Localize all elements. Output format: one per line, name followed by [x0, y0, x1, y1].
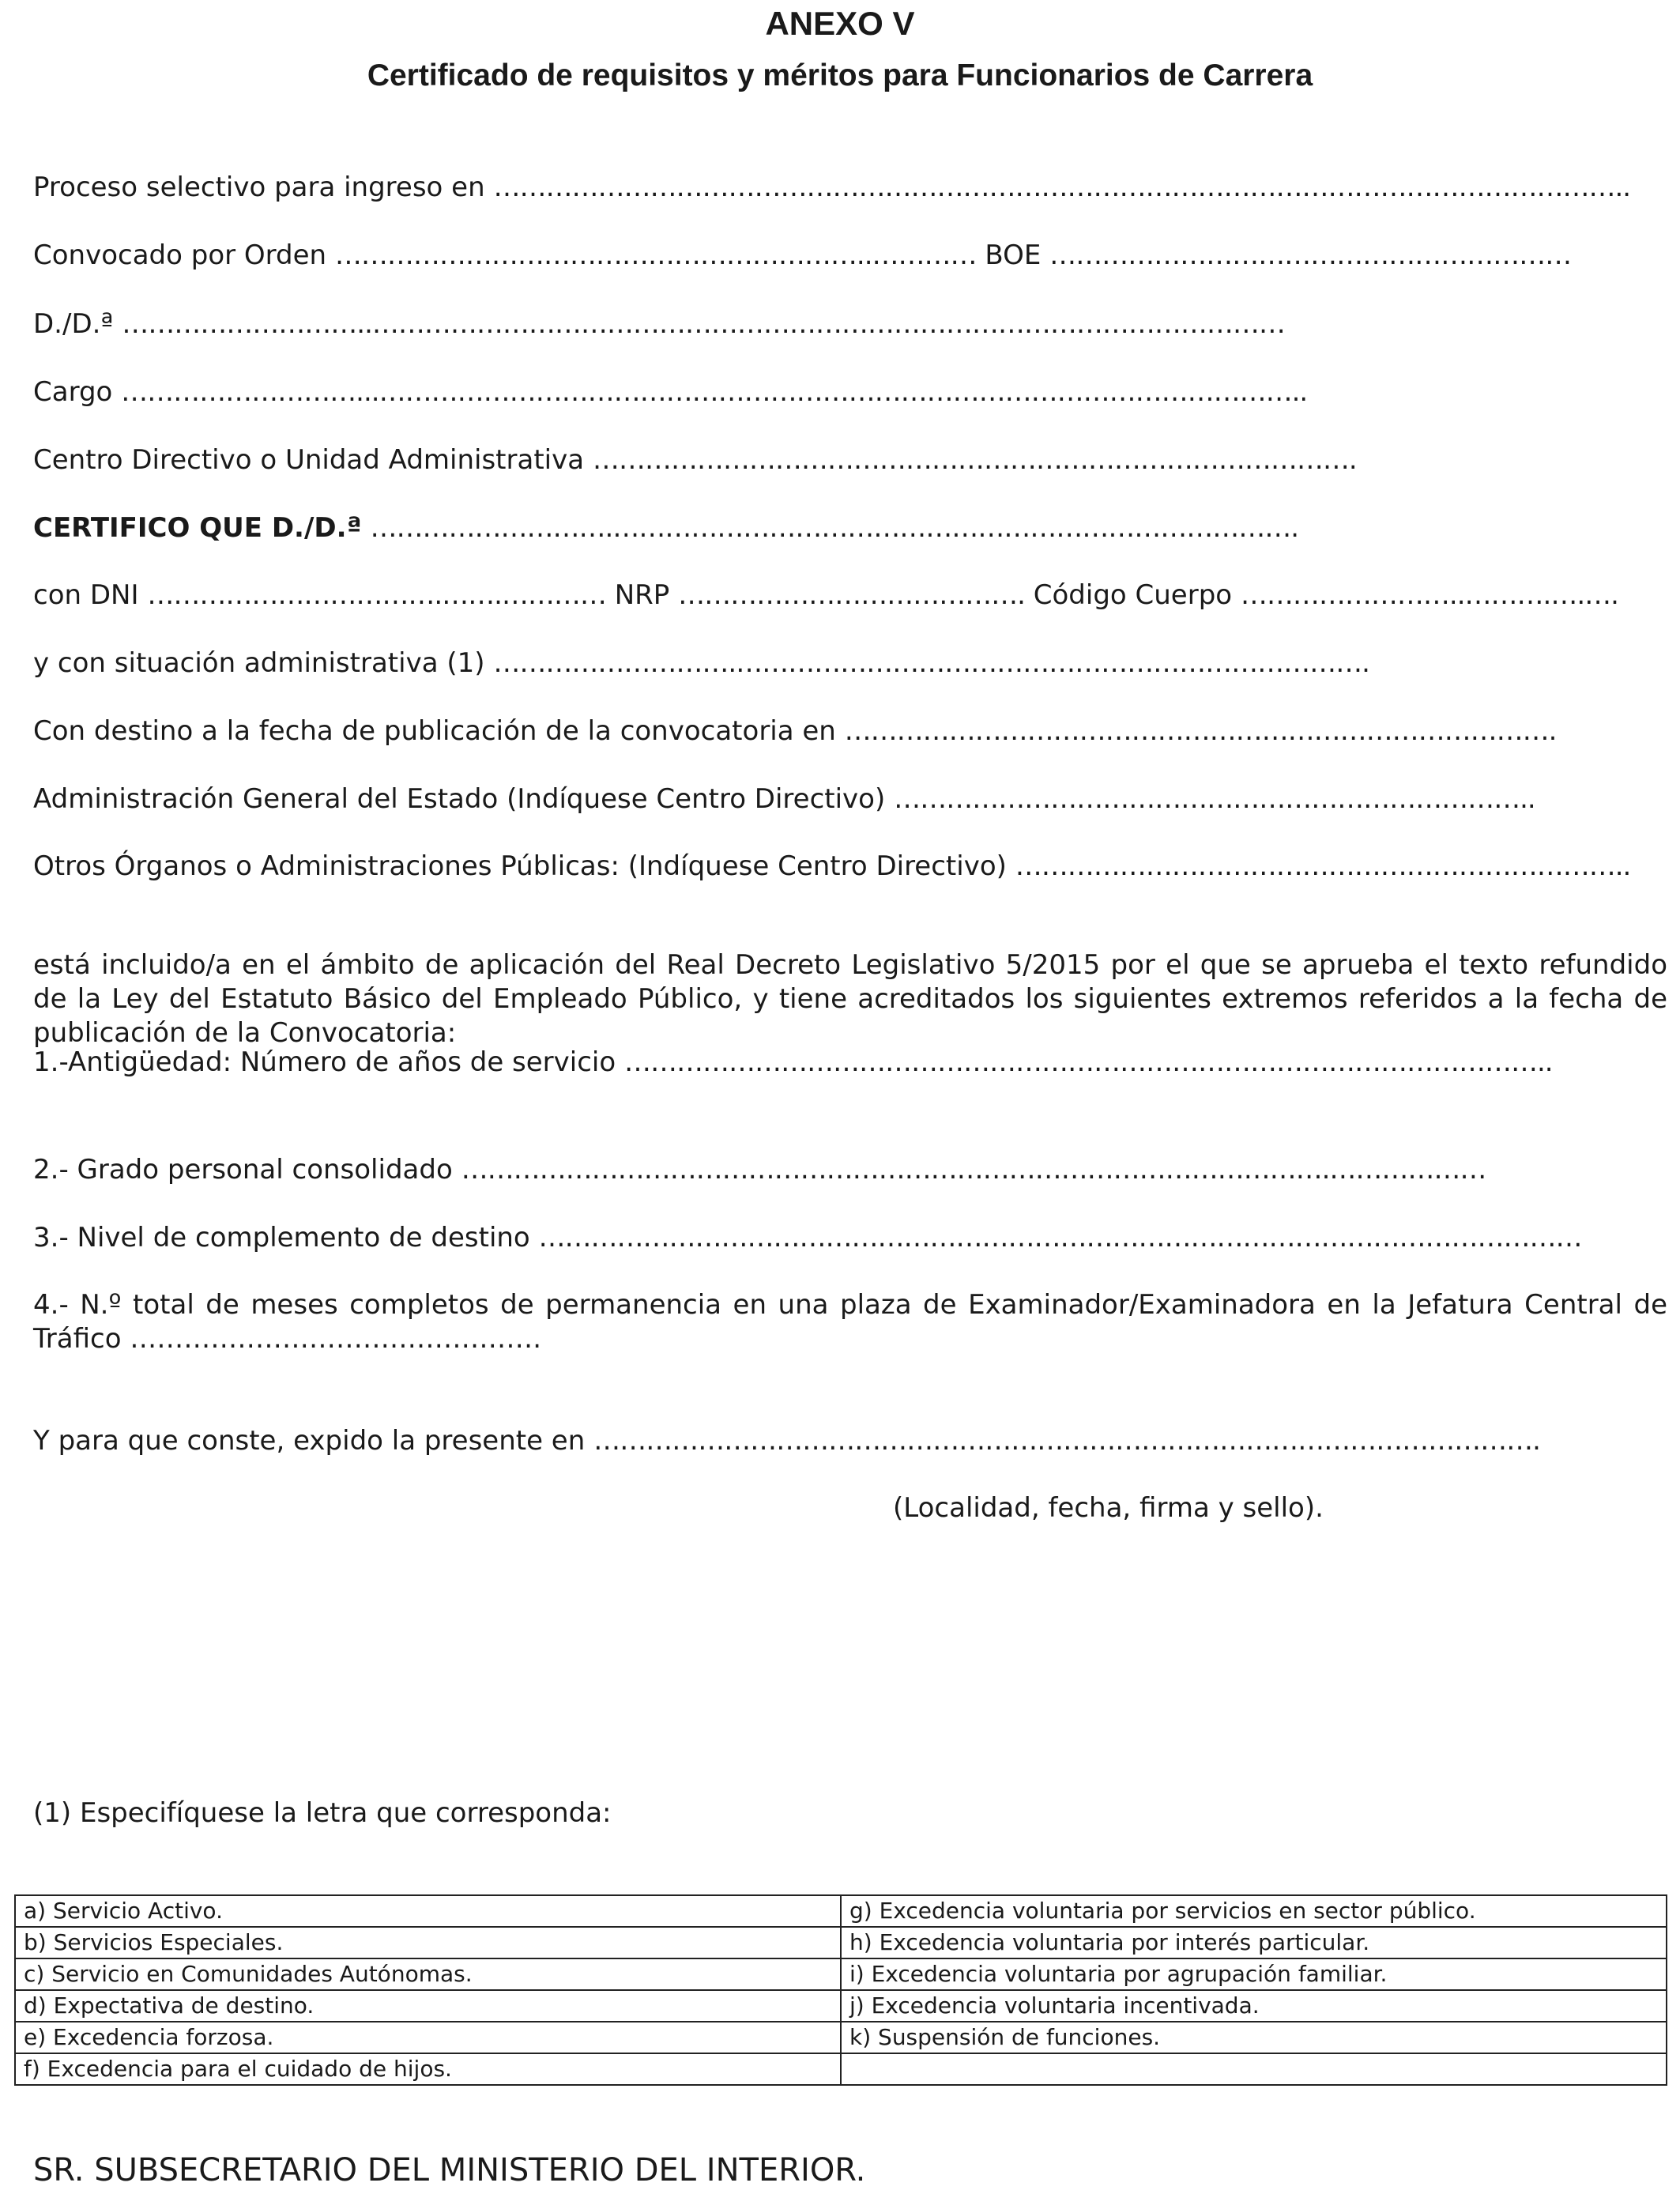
- field-label: 2.- Grado personal consolidado: [33, 1154, 453, 1186]
- field-proceso[interactable]: [33, 170, 1630, 205]
- table-cell: c) Servicio en Comunidades Autónomas.: [15, 1958, 841, 1990]
- field-label: Administración General del Estado (Indíquese Centro Directivo): [33, 783, 886, 815]
- merit-grado[interactable]: [33, 1152, 1486, 1187]
- fill-line: ……………………………………………………………………….: [844, 715, 1557, 747]
- field-label: 3.- Nivel de complemento de destino: [33, 1222, 530, 1253]
- fill-line: …………………………………………………………………………….: [592, 444, 1357, 476]
- annex-title: ANEXO V: [765, 5, 915, 42]
- field-label: D./D.ª: [33, 308, 114, 340]
- table-row: [15, 1990, 1667, 2022]
- table-cell: j) Excedencia voluntaria incentivada.: [841, 1990, 1667, 2022]
- codigo-label: Código Cuerpo: [1033, 579, 1233, 611]
- table-cell: g) Excedencia voluntaria por servicios en sector público.: [841, 1895, 1667, 1927]
- field-situacion[interactable]: [33, 646, 1369, 680]
- field-label: Con destino a la fecha de publicación de la convocatoria en: [33, 715, 836, 747]
- field-label: Proceso selectivo para ingreso en: [33, 172, 485, 203]
- nrp-fill-line: ………………………………….: [678, 579, 1025, 611]
- table-row: [15, 1927, 1667, 1958]
- field-label: con DNI: [33, 579, 139, 611]
- signature-note: (Localidad, fecha, firma y sello).: [893, 1492, 1324, 1524]
- table-row: [15, 2022, 1667, 2053]
- table-cell: [841, 2053, 1667, 2085]
- table-cell: d) Expectativa de destino.: [15, 1990, 841, 2022]
- field-label: Otros Órganos o Administraciones Públicas: (Indíquese Centro Directivo): [33, 850, 1007, 882]
- fill-line: ……………………………………………………………………………………………….: [593, 1425, 1540, 1457]
- field-certifico[interactable]: [33, 511, 1298, 545]
- fill-line: ……………………………………………………………..: [1015, 850, 1631, 882]
- fill-line: …………………………….…….…………: [147, 579, 606, 611]
- field-label: Cargo: [33, 376, 113, 408]
- table-cell: e) Excedencia forzosa.: [15, 2022, 841, 2053]
- table-cell: b) Servicios Especiales.: [15, 1927, 841, 1958]
- field-destino[interactable]: [33, 714, 1556, 748]
- table-cell: i) Excedencia voluntaria por agrupación familiar.: [841, 1958, 1667, 1990]
- table-cell: a) Servicio Activo.: [15, 1895, 841, 1927]
- fill-line: ……………………….…………………………………………………………………….: [370, 512, 1299, 544]
- fill-line: ……………………………………………………..…………: [334, 239, 977, 271]
- field-age[interactable]: [33, 782, 1535, 816]
- situations-table: [14, 1894, 1667, 2086]
- boe-fill-line: ……………………………………………………: [1049, 239, 1572, 271]
- field-label: Y para que conste, expido la presente en: [33, 1425, 586, 1457]
- fill-line: …………………………………………………………………………………………………………………..: [493, 172, 1631, 203]
- fill-line: ……………………………………………………………………………………….………………: [461, 1154, 1486, 1186]
- field-label: y con situación administrativa (1): [33, 647, 485, 679]
- nrp-label: NRP: [614, 579, 670, 611]
- table-cell: h) Excedencia voluntaria por interés particular.: [841, 1927, 1667, 1958]
- merit-meses[interactable]: 4.- N.º total de meses completos de permanencia en una plaza de Examinador/Examinadora en la Jefatura Central de Tráfico ……………………………………….: [33, 1289, 1667, 1355]
- field-label: CERTIFICO QUE D./D.ª: [33, 512, 362, 544]
- fill-line: ……………………….……………………………………………………………….: [493, 647, 1369, 679]
- field-label: Convocado por Orden: [33, 239, 327, 271]
- fill-line: ………………………..……………………………………………………………………………………………: [122, 308, 1285, 340]
- fill-line: …………………………………………………………………………………………………………: [538, 1222, 1582, 1253]
- field-label: Centro Directivo o Unidad Administrativa: [33, 444, 585, 476]
- field-label: 1.-Antigüedad: Número de años de servicio: [33, 1046, 616, 1078]
- footnote: (1) Especifíquese la letra que corresponda:: [33, 1797, 612, 1829]
- table-row: [15, 1895, 1667, 1927]
- field-dda[interactable]: [33, 307, 1285, 341]
- table-row: [15, 1958, 1667, 1990]
- addressee: SR. SUBSECRETARIO DEL MINISTERIO DEL INTERIOR.: [33, 2152, 866, 2188]
- field-expido[interactable]: [33, 1423, 1540, 1458]
- codigo-fill-line: ……………………..……….….….: [1240, 579, 1618, 611]
- boe-label: BOE: [985, 239, 1042, 271]
- table-cell: f) Excedencia para el cuidado de hijos.: [15, 2053, 841, 2085]
- field-centro[interactable]: [33, 443, 1357, 477]
- table-row: [15, 2053, 1667, 2085]
- table-cell: k) Suspensión de funciones.: [841, 2022, 1667, 2053]
- fill-line: ……………………………………………………………………………………………..: [623, 1046, 1553, 1078]
- fill-line: ………………………………………………………………..: [894, 783, 1535, 815]
- field-convocado[interactable]: [33, 238, 1571, 273]
- document-title: Certificado de requisitos y méritos para Funcionarios de Carrera: [367, 58, 1313, 92]
- field-otros[interactable]: [33, 849, 1630, 884]
- merit-nivel[interactable]: [33, 1220, 1582, 1255]
- body-paragraph: está incluido/a en el ámbito de aplicación del Real Decreto Legislativo 5/2015 por el que se aprueba el texto refundido de la Ley del Estatuto Básico del Empleado Público, y tiene acreditados los siguientes extremos referidos a la fecha de publicación de la Convocatoria:: [33, 949, 1667, 1049]
- field-cargo[interactable]: [33, 375, 1307, 409]
- field-dni[interactable]: [33, 578, 1618, 613]
- fill-line: ………………………...……………………………………………………………………………………………..: [121, 376, 1308, 408]
- merit-antiguedad[interactable]: [33, 1045, 1553, 1080]
